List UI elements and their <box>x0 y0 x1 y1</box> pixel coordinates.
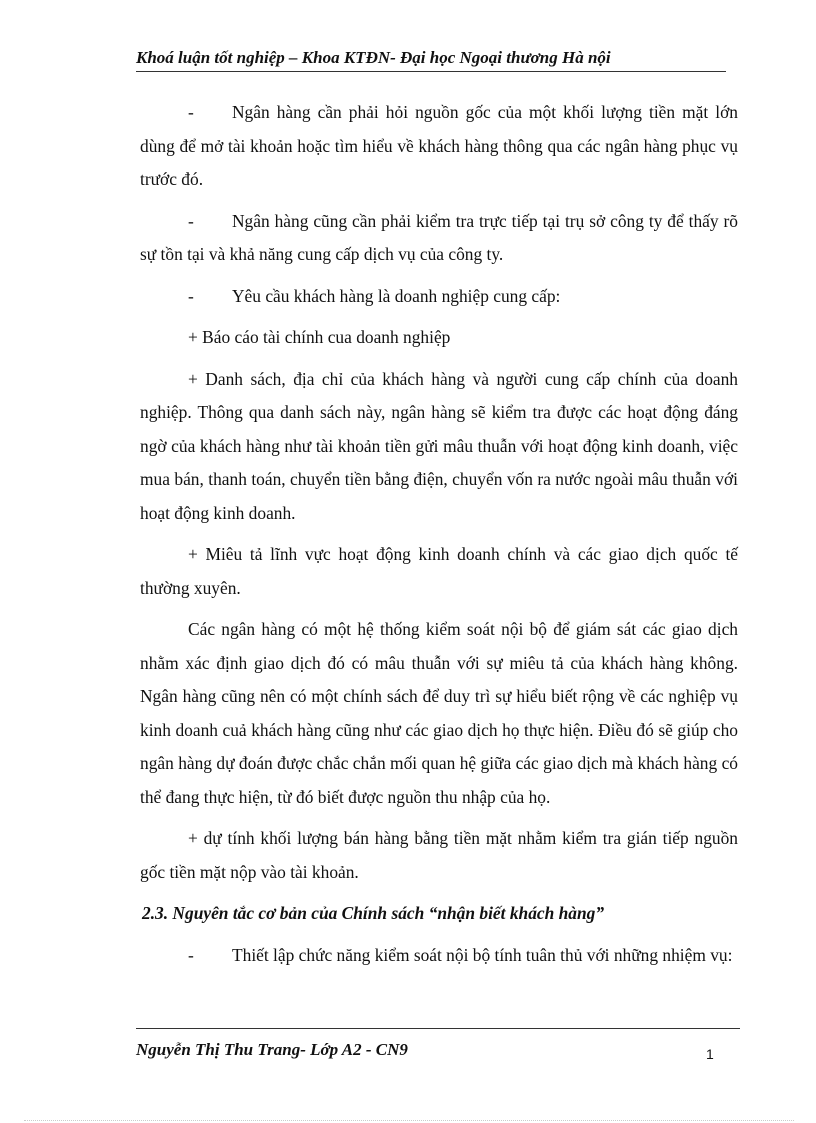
paragraph-1 <box>140 96 738 197</box>
paragraph-8: + dự tính khối lượng bán hàng bằng tiền mặt nhằm kiểm tra gián tiếp nguồn gốc tiền mặt nộp vào tài khoản. <box>140 828 738 882</box>
paragraph-text: Thiết lập chức năng kiểm soát nội bộ tính tuân thủ với những nhiệm vụ: <box>232 944 733 965</box>
footer-divider <box>136 1028 740 1029</box>
paragraph-6: + Miêu tả lĩnh vực hoạt động kinh doanh chính và các giao dịch quốc tế thường xuyên. <box>140 544 738 598</box>
dash-bullet: - <box>188 285 194 306</box>
paragraph-text: Ngân hàng cũng cần phải kiểm tra trực tiếp tại trụ sở công ty để thấy rõ sự tồn tại và khả năng cung cấp dịch vụ của công ty. <box>140 210 738 264</box>
paragraph-text: Ngân hàng cần phải hỏi nguồn gốc của một khối lượng tiền mặt lớn dùng để mở tài khoản hoặc tìm hiểu về khách hàng thông qua các ngân hàng phục vụ trước đó. <box>140 102 738 189</box>
page-header: Khoá luận tốt nghiệp – Khoa KTĐN- Đại học Ngoại thương Hà nội <box>136 48 726 72</box>
dash-bullet: - <box>188 102 194 122</box>
dash-bullet: - <box>188 944 194 965</box>
paragraph-text: Yêu cầu khách hàng là doanh nghiệp cung cấp: <box>232 285 561 306</box>
document-body <box>140 96 738 980</box>
paragraph-4: + Báo cáo tài chính cua doanh nghiệp <box>188 327 451 347</box>
section-heading: 2.3. Nguyên tắc cơ bản của Chính sách “nhận biết khách hàng” <box>142 903 605 923</box>
paragraph-9 <box>140 939 738 973</box>
dash-bullet: - <box>188 210 194 231</box>
paragraph-2 <box>140 205 738 272</box>
footer-author: Nguyễn Thị Thu Trang- Lớp A2 - CN9 <box>136 1040 408 1059</box>
paragraph-5: + Danh sách, địa chỉ của khách hàng và người cung cấp chính của doanh nghiệp. Thông qua danh sách này, ngân hàng sẽ kiểm tra được các hoạt động đáng ngờ của khách hàng như tài khoản tiền gửi mâu thuẫn với hoạt động kinh doanh, việc mua bán, thanh toán, chuyển tiền bằng điện, chuyển vốn ra nước ngoài mâu thuẫn với hoạt động kinh doanh. <box>140 368 738 523</box>
paragraph-7: Các ngân hàng có một hệ thống kiểm soát nội bộ để giám sát các giao dịch nhằm xác định giao dịch đó có mâu thuẫn với sự miêu tả của khách hàng không. Ngân hàng cũng nên có một chính sách để duy trì sự hiểu biết rộng về các nghiệp vụ kinh doanh cuả khách hàng cũng như các giao dịch họ thực hiện. Điều đó sẽ giúp cho ngân hàng dự đoán được chắc chắn mối quan hệ giữa các giao dịch mà khách hàng có thể đang thực hiện, từ đó biết được nguồn thu nhập của họ. <box>140 619 738 807</box>
page-number: 1 <box>706 1046 714 1062</box>
page-boundary <box>24 1120 794 1121</box>
paragraph-3 <box>140 280 738 314</box>
